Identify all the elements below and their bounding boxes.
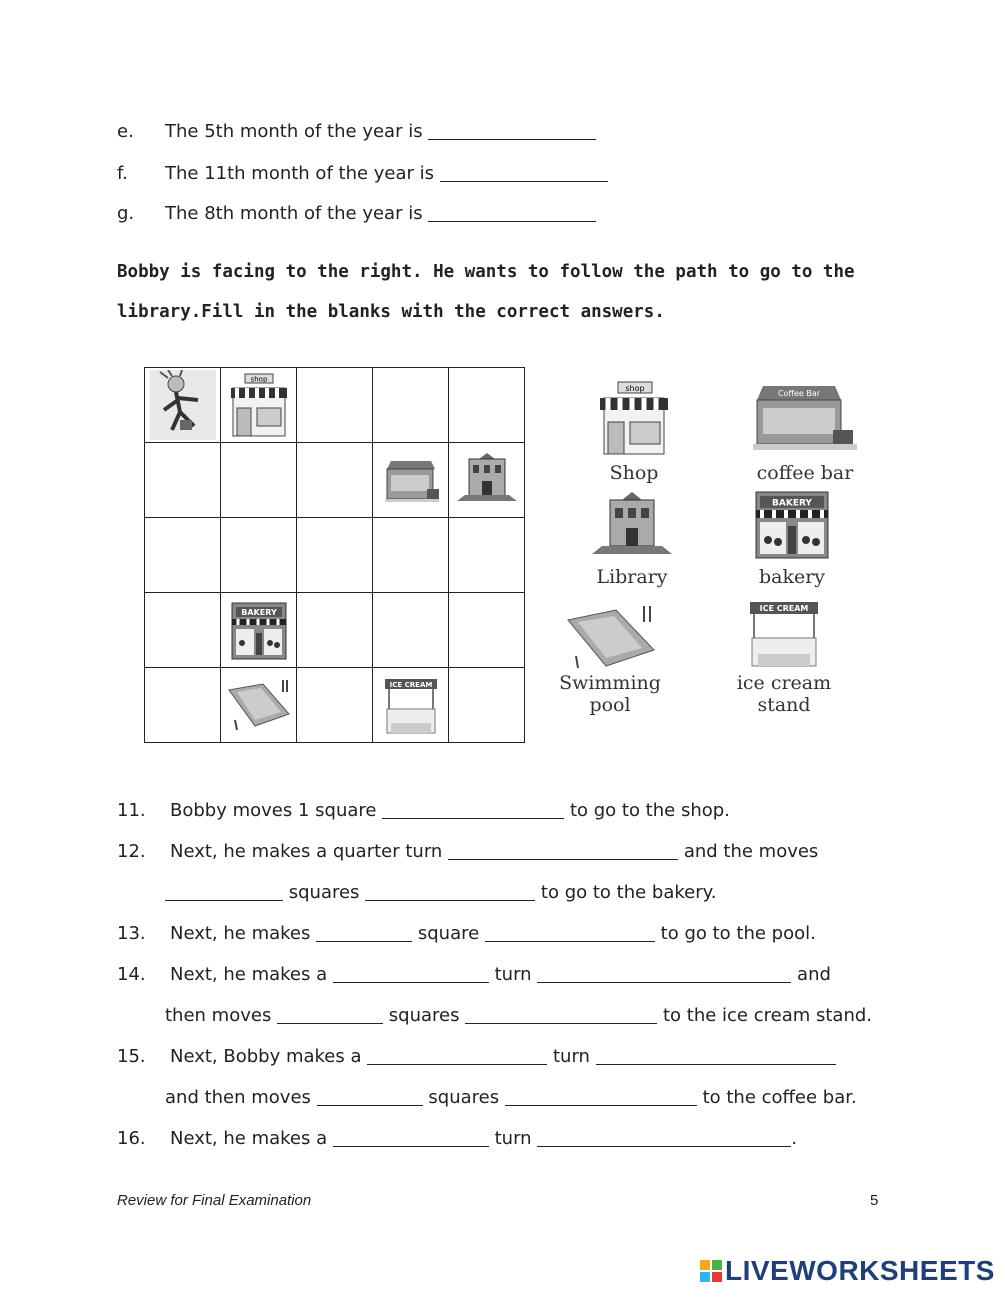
q12: Next, he makes a quarter turn and the moves xyxy=(170,841,819,862)
q15-continued: and then moves squares to the coffee bar. xyxy=(165,1087,857,1108)
q12-continued: squares to go to the bakery. xyxy=(165,882,716,903)
q15-blank-1[interactable] xyxy=(367,1046,547,1065)
legend-bakery xyxy=(742,490,842,588)
q14: Next, he makes a turn and xyxy=(170,964,831,985)
q11-number: 11. xyxy=(117,800,146,821)
coffee-bar-icon xyxy=(751,380,859,456)
grid-cell xyxy=(373,593,449,668)
footer-title: Review for Final Examination xyxy=(117,1192,312,1209)
q14-continued: then moves squares to the ice cream stand. xyxy=(165,1005,872,1026)
grid-cell xyxy=(145,668,221,743)
q14-blank-3[interactable] xyxy=(277,1005,383,1024)
coffee-bar-icon xyxy=(379,455,443,505)
ice-cream-stand-icon xyxy=(381,673,441,737)
grid-cell xyxy=(145,443,221,518)
q15-number: 15. xyxy=(117,1046,146,1067)
grid-cell-bobby xyxy=(145,368,221,443)
grid-cell xyxy=(297,368,373,443)
liveworksheets-logo xyxy=(700,1255,995,1287)
svg-text:ICE CREAM: ICE CREAM xyxy=(389,681,432,689)
q15-blank-3[interactable] xyxy=(317,1087,423,1106)
legend-swimming-pool xyxy=(538,600,682,716)
grid-cell xyxy=(221,518,297,593)
legend-library-label: Library xyxy=(596,566,668,588)
grid-cell xyxy=(297,668,373,743)
grid-cell-bakery xyxy=(221,593,297,668)
q14-number: 14. xyxy=(117,964,146,985)
grid-cell-pool xyxy=(221,668,297,743)
legend-bakery-label: bakery xyxy=(758,566,826,588)
grid-cell xyxy=(373,518,449,593)
month-e-letter: e. xyxy=(117,121,134,142)
grid-cell-shop xyxy=(221,368,297,443)
library-icon xyxy=(590,490,674,560)
q16-blank-2[interactable] xyxy=(537,1128,791,1147)
grid-cell xyxy=(297,518,373,593)
q13-blank-2[interactable] xyxy=(485,923,655,942)
grid-cell xyxy=(449,368,525,443)
month-e-question: The 5th month of the year is xyxy=(165,121,596,142)
grid-cell-library xyxy=(449,443,525,518)
legend-coffee-bar-label: coffee bar xyxy=(756,462,854,484)
q12-number: 12. xyxy=(117,841,146,862)
svg-text:ICE CREAM: ICE CREAM xyxy=(759,604,809,613)
grid-cell xyxy=(373,368,449,443)
q12-blank-1[interactable] xyxy=(448,841,678,860)
q13: Next, he makes square to go to the pool. xyxy=(170,923,816,944)
grid-cell xyxy=(449,593,525,668)
q12-blank-3[interactable] xyxy=(365,882,535,901)
svg-text:Coffee Bar: Coffee Bar xyxy=(777,389,821,398)
liveworksheets-brand-text: LIVEWORKSHEETS xyxy=(725,1255,995,1286)
bakery-icon xyxy=(230,599,288,661)
month-g-letter: g. xyxy=(117,203,135,224)
bakery-icon xyxy=(754,490,830,560)
q13-blank-1[interactable] xyxy=(316,923,412,942)
instruction-line-2: library.Fill in the blanks with the correct answers. xyxy=(117,302,665,322)
q13-number: 13. xyxy=(117,923,146,944)
q16: Next, he makes a turn . xyxy=(170,1128,798,1149)
q15-blank-2[interactable] xyxy=(596,1046,836,1065)
q14-blank-1[interactable] xyxy=(333,964,489,983)
map-grid xyxy=(144,367,525,743)
svg-text:shop: shop xyxy=(625,384,645,393)
page-number: 5 xyxy=(870,1192,879,1209)
month-f-letter: f. xyxy=(117,163,128,184)
month-g-blank[interactable] xyxy=(428,203,596,222)
month-f-question: The 11th month of the year is xyxy=(165,163,608,184)
liveworksheets-logo-icon xyxy=(700,1260,722,1282)
grid-cell xyxy=(221,443,297,518)
library-icon xyxy=(455,451,519,509)
bobby-icon xyxy=(150,370,216,440)
swimming-pool-icon xyxy=(562,600,658,670)
grid-cell xyxy=(297,593,373,668)
q14-blank-2[interactable] xyxy=(537,964,791,983)
grid-cell xyxy=(145,593,221,668)
month-g-question: The 8th month of the year is xyxy=(165,203,596,224)
q16-number: 16. xyxy=(117,1128,146,1149)
legend-coffee-bar xyxy=(742,380,868,484)
svg-text:BAKERY: BAKERY xyxy=(772,498,812,509)
shop-icon xyxy=(594,380,674,456)
legend-shop xyxy=(584,380,684,484)
swimming-pool-icon xyxy=(225,676,293,734)
ice-cream-stand-icon xyxy=(746,600,822,670)
legend-ice-cream-stand-label: ice cream stand xyxy=(736,672,832,716)
q12-blank-2[interactable] xyxy=(165,882,283,901)
q11-blank[interactable] xyxy=(382,800,564,819)
q15-blank-4[interactable] xyxy=(505,1087,697,1106)
grid-cell-ice-cream xyxy=(373,668,449,743)
instruction-line-1: Bobby is facing to the right. He wants to follow the path to go to the xyxy=(117,262,855,282)
legend-swimming-pool-label: Swimming pool xyxy=(559,672,661,716)
shop-icon xyxy=(227,372,291,438)
q14-blank-4[interactable] xyxy=(465,1005,657,1024)
q16-blank-1[interactable] xyxy=(333,1128,489,1147)
legend-shop-label: Shop xyxy=(609,462,659,484)
legend-library xyxy=(580,490,684,588)
svg-text:BAKERY: BAKERY xyxy=(240,608,277,617)
grid-cell-coffee-bar xyxy=(373,443,449,518)
grid-cell xyxy=(145,518,221,593)
grid-cell xyxy=(449,668,525,743)
legend-ice-cream-stand xyxy=(714,600,854,716)
month-f-blank[interactable] xyxy=(440,163,608,182)
svg-text:shop: shop xyxy=(250,375,267,384)
grid-cell xyxy=(449,518,525,593)
q11: Bobby moves 1 square to go to the shop. xyxy=(170,800,730,821)
grid-cell xyxy=(297,443,373,518)
q15: Next, Bobby makes a turn xyxy=(170,1046,836,1067)
month-e-blank[interactable] xyxy=(428,121,596,140)
